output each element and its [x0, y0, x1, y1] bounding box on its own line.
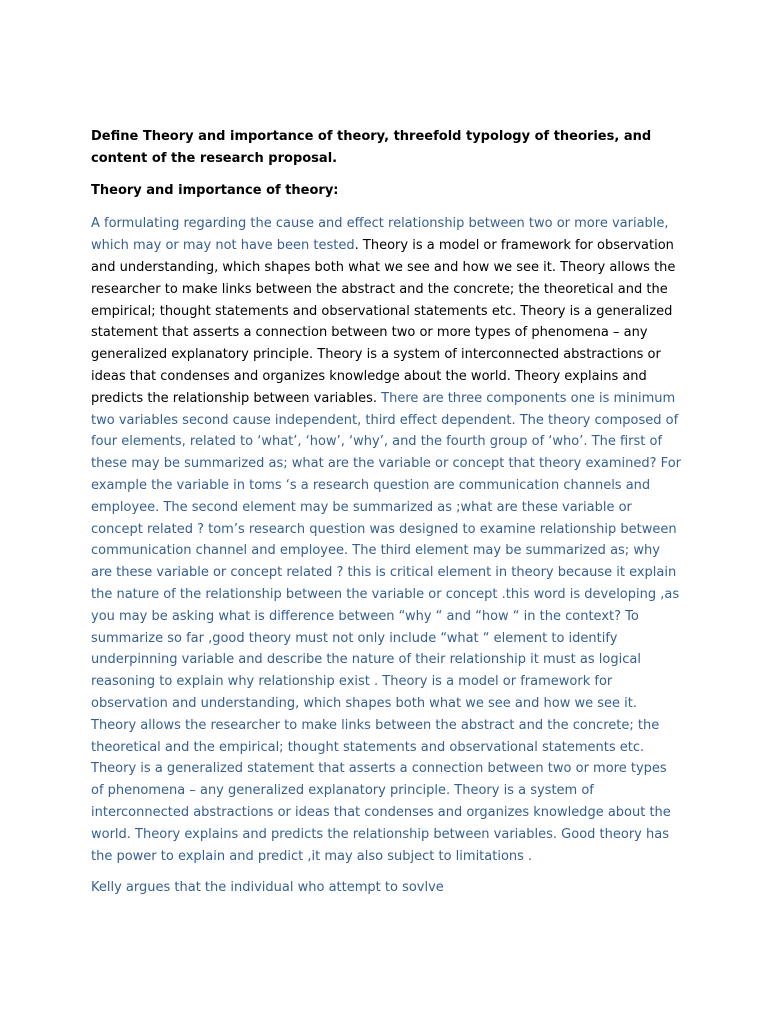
- body-paragraph: [91, 213, 681, 867]
- section-heading: Theory and importance of theory:: [91, 182, 339, 198]
- truncated-paragraph: Kelly argues that the individual who attempt to sovlve: [91, 880, 444, 896]
- document-body: [91, 126, 681, 899]
- document-title: Define Theory and importance of theory, threefold typology of theories, and content of the research proposal.: [91, 129, 652, 166]
- body-text-blue: There are three components one is minimum two variables second cause independent, third effect dependent. The theory composed of four elements, related to ‘what’, ‘how’, ‘why’, and the fourth group of ‘who’. The first of these may be summarized as; what are the variable or concept that theory examined? For example the variable in toms ‘s a research question are communication channels and employee. The second element may be summarized as ;what are these variable or concept related ? tom’s research question was designed to examine relationship between communication channel and employee. The third element may be summarized as; why are these variable or concept related ? this is critical element in theory because it explain the nature of the relationship between the variable or concept .this word is developing ,as you may be asking what is difference between “why “ and “how “ in the context? To summarize so far ,good theory must not only include “what “ element to identify underpinning variable and describe the nature of their relationship it must as logical reasoning to explain why relationship exist . Theory is a model or framework for observation and understanding, which shapes both what we see and how we see it. Theory allows the researcher to make links between the abstract and the concrete; the theoretical and the empirical; thought statements and observational statements etc. Theory is a generalized statement that asserts a connection between two or more types of phenomena – any generalized explanatory principle. Theory is a system of interconnected abstractions or ideas that condenses and organizes knowledge about the world. Theory explains and predicts the relationship between variables. Good theory has the power to explain and predict ,it may also subject to limitations .: [91, 390, 681, 864]
- body-text-black: . Theory is a model or framework for observation and understanding, which shapes both what we see and how we see it. Theory allows the researcher to make links between the abstract and the concrete; the theoretical and the empirical; thought statements and observational statements etc. Theory is a generalized statement that asserts a connection between two or more types of phenomena – any generalized explanatory principle. Theory is a system of interconnected abstractions or ideas that condenses and organizes knowledge about the world. Theory explains and predicts the relationship between variables.: [91, 238, 676, 406]
- definition-text: A formulating regarding the cause and effect relationship between two or more variable, which may or may not have been tested: [91, 216, 669, 254]
